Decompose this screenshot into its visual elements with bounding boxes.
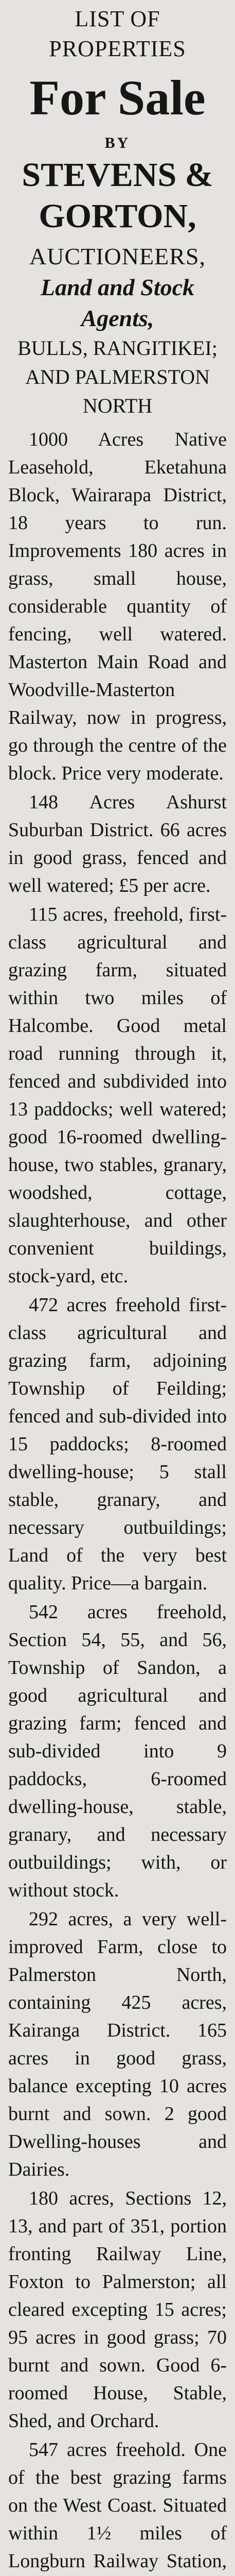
auctioneers-label: AUCTIONEERS,: [29, 243, 206, 269]
property-listing: 472 acres freehold first-class agricultural and grazing farm, adjoining Township of Feilding; fenced and sub-divided into 15 paddocks; 8-roomed dwelling-house; 5 stall stable, granary, and necessary outbuildings; Land of the very best quality. Price—a bargain.: [8, 1294, 227, 1594]
property-listing: 547 acres freehold. One of the best grazing farms on the West Coast. Situated within 1½ miles of Longburn Railway Station,: [8, 2439, 227, 2572]
advertisement-header: [5, 4, 230, 420]
property-listing: 1000 Acres Native Leasehold, Eketahuna Block, Wairarapa District, 18 years to run. Improvements 180 acres in grass, small house, considerable quantity of fencing, well watered. Masterton Main Road and Woodville-Masterton Railway, now in progress, go through the centre of the block. Price very moderate.: [8, 429, 227, 784]
property-list: [5, 426, 230, 2576]
town-line-bulls: BULLS, RANGITIKEI;: [17, 336, 218, 360]
property-listing: 148 Acres Ashurst Suburban District. 66 acres in good grass, fenced and well watered; £5 per acre.: [8, 791, 227, 896]
by-label: BY: [104, 134, 131, 151]
for-sale-heading: For Sale: [29, 70, 206, 125]
list-of-properties-heading: LIST OF PROPERTIES: [49, 6, 186, 61]
property-listing: 180 acres, Sections 12, 13, and part of 351, portion fronting Railway Line, Foxton to Palmerston; all cleared excepting 15 acres; 95 acres in good grass; 70 burnt and sown. Good 6-roomed House, Stable, Shed, and Orchard.: [8, 2188, 227, 2432]
property-listing: 115 acres, freehold, first-class agricultural and grazing farm, situated within two miles of Halcombe. Good metal road running through it, fenced and subdivided into 13 paddocks; well watered; good 16-roomed dwelling-house, two stables, granary, woodshed, cottage, slaughterhouse, and other convenient buildings, stock-yard, etc.: [8, 904, 227, 1287]
agents-label: Land and Stock Agents,: [40, 274, 195, 331]
property-listing: 292 acres, a very well-improved Farm, close to Palmerston North, containing 425 acres, Kairanga District. 165 acres in good grass, balance excepting 10 acres burnt and sown. 2 good Dwelling-houses and Dairies.: [8, 1908, 227, 2180]
firm-name: STEVENS & GORTON,: [22, 156, 213, 235]
newspaper-column: [5, 0, 230, 2572]
town-line-palmerston: AND PALMERSTON NORTH: [25, 365, 210, 417]
property-listing: 542 acres freehold, Section 54, 55, and 56, Township of Sandon, a good agricultural and grazing farm; fenced and sub-divided into 9 paddocks, 6-roomed dwelling-house, stable, granary, and necessary outbuildings; with, or without stock.: [8, 1601, 227, 1901]
